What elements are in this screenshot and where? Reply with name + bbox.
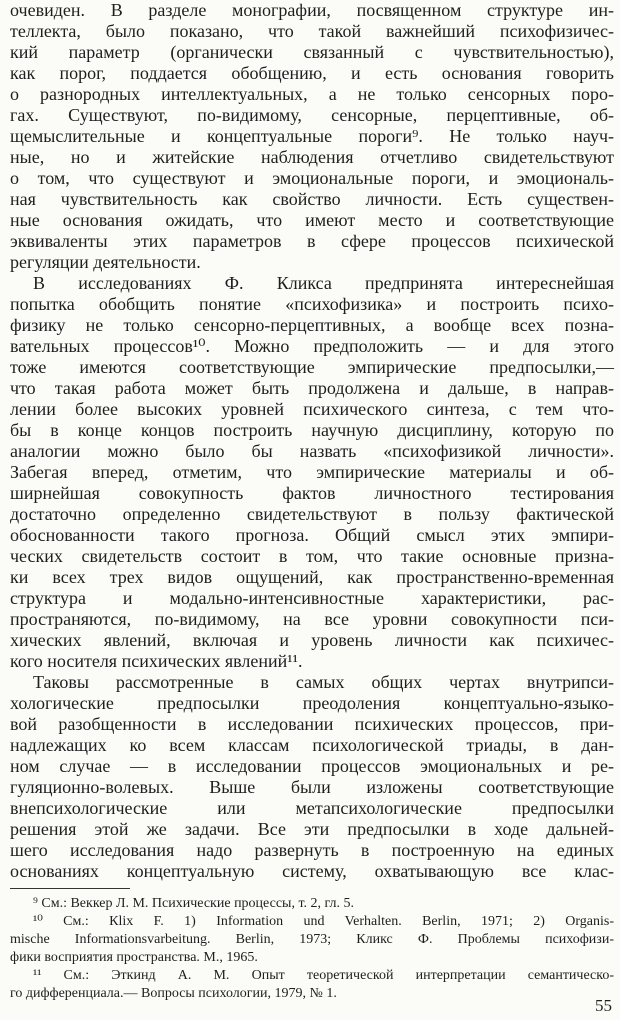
text-line: достаточно определенно свидетельствуют в пользу фактической [10, 504, 614, 524]
text-line: ные основания ожидать, что имеют место и соответствующие [10, 210, 614, 230]
text-line: о разнородных интеллектуальных, а не только сенсорных поро- [10, 84, 614, 104]
text-line: аналогии можно было бы назвать «психофизикой личности». [10, 441, 614, 461]
text-line: щемыслительные и концептуальные пороги⁹. Не только науч- [10, 126, 614, 146]
footnote-10-continued: фики восприятия пространства. М., 1965. [10, 950, 258, 965]
text-line: ном случае — в исследовании процессов эмоциональных и ре- [10, 756, 614, 776]
text-line: хических явлений, включая и уровень личности как психичес- [10, 630, 614, 650]
footnote-separator [10, 888, 130, 889]
text-line: ческих свидетельств состоит в том, что такие основные призна- [10, 546, 614, 566]
text-line: теллекта, было показано, что такой важнейший психофизичес- [10, 21, 614, 41]
text-line: кого носителя психических явлений¹¹. [10, 651, 303, 671]
text-line: хологические предпосылки преодоления концептуально-языко- [10, 693, 614, 713]
footnote-11: ¹¹ См.: Эткинд А. М. Опыт теоретической интерпретации семантическо- [33, 968, 614, 983]
text-line: ширнейшая совокупность фактов личностного тестирования [10, 483, 614, 503]
text-line: гах. Существуют, по-видимому, сенсорные, перцептивные, об- [10, 105, 614, 125]
text-line: эквиваленты этих параметров в сфере процессов психической [10, 231, 614, 251]
text-line: попытка обобщить понятие «психофизика» и построить психо- [10, 294, 614, 314]
text-line: бы в конце концов построить научную дисциплину, которую по [10, 420, 614, 440]
text-line: внепсихологические или метапсихологические предпосылки [10, 798, 614, 818]
footnote-10: ¹⁰ См.: Кlix F. 1) Information und Verhalten. Berlin, 1971; 2) Organis- [33, 914, 614, 929]
text-line: Забегая вперед, отметим, что эмпирические материалы и об- [10, 462, 614, 482]
text-line: пространяются, по-видимому, на все уровни совокупности пси- [10, 609, 614, 629]
footnote-10-continued: mische Informationsvarbeitung. Berlin, 1973; Кликс Ф. Проблемы психофизи- [10, 932, 614, 947]
text-line: физику не только сенсорно-перцептивных, а вообще всех позна- [10, 315, 614, 335]
text-line: регуляции деятельности. [10, 252, 201, 272]
text-line: ки всех трех видов ощущений, как пространственно-временная [10, 567, 614, 587]
text-line: что такая работа может быть продолжена и дальше, в направ- [10, 378, 614, 398]
text-line: лении более высоких уровней психического синтеза, с тем что- [10, 399, 614, 419]
page-number: 55 [595, 996, 612, 1015]
text-line: очевиден. В разделе монографии, посвященном структуре ин- [10, 0, 614, 20]
text-line: обоснованности такого прогноза. Общий смысл этих эмпири- [10, 525, 614, 545]
paragraph-start-line: Таковы рассмотренные в самых общих чертах внутрипси- [33, 672, 614, 692]
text-line: надлежащих ко всем классам психологической триады, в дан- [10, 735, 614, 755]
text-line: о том, что существуют и эмоциональные пороги, и эмоциональ- [10, 168, 614, 188]
text-line: ные, но и житейские наблюдения отчетливо свидетельствуют [10, 147, 614, 167]
footnote-11-continued: го дифференциала.— Вопросы психологии, 1979, № 1. [10, 986, 337, 1001]
text-line: кий параметр (органически связанный с чувствительностью), [10, 42, 614, 62]
text-line: вательных процессов¹⁰. Можно предположить — и для этого [10, 336, 614, 356]
text-line: ная чувствительность как свойство личности. Есть существен- [10, 189, 614, 209]
paragraph-start-line: В исследованиях Ф. Кликса предпринята интереснейшая [33, 273, 614, 293]
text-line: основаниях концептуальную систему, охватывающую все клас- [10, 861, 614, 881]
text-line: как порог, поддается обобщению, и есть основания говорить [10, 63, 614, 83]
footnote-9: ⁹ См.: Веккер Л. М. Психические процессы, т. 2, гл. 5. [33, 896, 355, 911]
text-line: гуляционно-волевых. Выше были изложены соответствующие [10, 777, 614, 797]
text-line: вой разобщенности в исследовании психических процессов, при- [10, 714, 614, 734]
text-line: решения этой же задачи. Все эти предпосылки в ходе дальней- [10, 819, 614, 839]
text-line: структура и модально-интенсивностные характеристики, рас- [10, 588, 614, 608]
text-line: тоже имеются соответствующие эмпирические предпосылки,— [10, 357, 614, 377]
text-line: шего исследования надо развернуть в построенную на единых [10, 840, 614, 860]
